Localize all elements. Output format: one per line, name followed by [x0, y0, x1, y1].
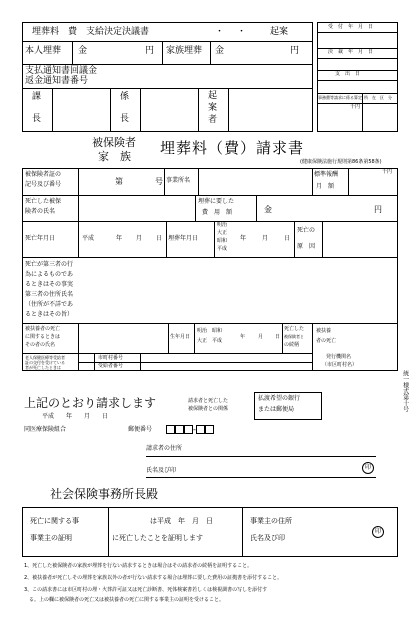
recipient-number-label: 受給者番号 — [98, 363, 124, 369]
drafter-label: 者 — [208, 115, 218, 125]
burial-cost-label: 費 用 額 — [202, 209, 233, 216]
notice-label-2: 返金通知書番号 — [25, 76, 89, 86]
cert-label: 記号及び番号 — [25, 181, 62, 188]
death-month: 月 — [136, 235, 143, 242]
death-era: 平成 — [82, 235, 95, 242]
note-3-cont: る。上の欄に被保険者の死亡又は被扶養者の死亡に関する事業主の証明を受けること。 — [24, 597, 225, 603]
birth-month: 月 — [258, 334, 264, 340]
note-1: 1、死亡した被保険者の家族が埋葬を行ない請求するときは場合はその請求者の続柄を証明すること。 — [24, 563, 253, 569]
burial-day: 日 — [284, 235, 291, 242]
certify-text: に死亡したことを証明します — [112, 534, 203, 542]
death-day: 日 — [156, 235, 163, 242]
decided-date-label: 決 裁 年 月 日 — [328, 49, 374, 55]
section-chief-label: 課 — [32, 92, 42, 102]
staff-label: 係 — [120, 92, 130, 102]
postal-label: 郵便番号 — [128, 426, 153, 433]
dot-separator: ・ — [237, 27, 247, 37]
era-showa: 昭和 — [217, 238, 228, 244]
standard-pay-label: 月 額 — [316, 183, 335, 190]
family-elder-label: 者の死亡 — [316, 338, 337, 344]
death-year: 年 — [116, 235, 123, 242]
family-elder-label: 被扶養 — [316, 328, 332, 334]
employer-seal-icon: 印 — [372, 526, 384, 538]
burial-year: 年 — [240, 235, 247, 242]
claim-statement: 上記のとおり請求します — [24, 396, 157, 410]
era-heisei: 平成 — [217, 246, 228, 252]
issuer-label: （市区町村名） — [322, 362, 358, 368]
received-date-label: 受 付 年 月 日 — [328, 24, 374, 30]
office-title: 社会保険事務所長殿 — [50, 487, 159, 501]
bank-label: 払渡希望の銀行 — [258, 395, 301, 402]
death-date-label: 死亡年月日 — [25, 235, 56, 242]
staff-label: 長 — [120, 114, 130, 124]
employer-address-label: 事業主の住所 — [250, 517, 292, 525]
cert-number: 号 — [155, 177, 163, 186]
third-party-label: 第三者の住所氏名 — [25, 291, 74, 298]
section-chief-label: 長 — [32, 114, 42, 124]
drafter-label: 起 — [208, 91, 218, 101]
postal-code-boxes[interactable]: - — [166, 425, 214, 434]
birth-era-label: 大正 平成 — [197, 338, 223, 344]
name-label: 氏名及び印 — [146, 467, 177, 474]
location-division-label: 所 在 区 分 — [364, 95, 392, 100]
certify-text: は平成 年 月 日 — [150, 517, 213, 525]
burial-month: 月 — [262, 235, 269, 242]
dot-separator: ・ — [215, 27, 225, 37]
note-2: 2、被扶養者が死亡しその埋葬を家族以外の者が行ない請求する場合は埋葬に要した費用の証拠書を添付すること。 — [24, 575, 283, 581]
relation-label: 死亡した — [284, 326, 305, 332]
thousand-yen-label: 千円 — [350, 104, 361, 110]
agent-label: 同医療保険組合 — [24, 426, 67, 433]
gold-label: 金 — [78, 46, 88, 56]
era-taisho: 大正 — [217, 230, 228, 236]
birth-date-label: 生年月日 — [170, 334, 191, 340]
birth-era-label: 明治 昭和 — [197, 328, 223, 334]
issuer-label: 発行機関名 — [326, 354, 352, 360]
standard-pay-label: 標準報酬 — [314, 171, 339, 178]
address-label: 請求者の住所 — [146, 445, 183, 452]
form-title: 埋葬料（費）請求書 — [160, 139, 305, 157]
insured-label: 被保険者 — [92, 136, 136, 149]
era-meiji: 明治 — [217, 222, 228, 228]
relationship-label: 請求者と死亡した — [188, 398, 229, 404]
birth-day: 日 — [275, 334, 281, 340]
family-death-label: に関するときは — [25, 334, 61, 340]
origin-label: 起案 — [270, 27, 289, 37]
office-name-label: 事業所名 — [166, 177, 191, 184]
bank-label: または郵便局 — [258, 406, 295, 413]
drafter-label: 案 — [208, 103, 218, 113]
burial-date-label: 埋葬年月日 — [168, 235, 199, 242]
burial-gold: 金 — [264, 205, 272, 214]
notice-label-1: 支払通知書回議金 — [25, 66, 98, 76]
person-burial-label: 本人埋葬 — [25, 46, 62, 56]
third-party-label: 死亡が第三者の行 — [25, 261, 74, 268]
family-burial-label: 家族埋葬 — [166, 46, 203, 56]
payment-date-label: 支 出 日 — [335, 71, 361, 77]
city-number-label: 市町村番号 — [98, 355, 124, 361]
family-death-label: その者の氏名 — [25, 342, 56, 348]
burial-yen: 円 — [374, 205, 382, 214]
gold-label: 金 — [215, 46, 225, 56]
claim-date: 平成 年 月 日 — [42, 413, 109, 420]
employer-name-label: 氏名及び印 — [250, 534, 285, 542]
elder-label: 者が死亡したときは — [25, 365, 61, 370]
employer-cert-label: 死亡に関する事 — [30, 517, 79, 525]
yen-label: 円 — [290, 46, 300, 56]
burial-cost-label: 埋葬に要した — [198, 198, 235, 205]
claimant-seal-icon: 印 — [362, 462, 374, 474]
note-3: 3、この請求書には市区町村の埋・火葬許可証又は死亡診断書、死体検案書若しくは検視調書の写しを添付す — [24, 587, 268, 593]
ordinance-note: (健康保険法施行規則第86条第58条) — [300, 159, 382, 165]
family-label: 家 族 — [98, 150, 131, 163]
cert-label: 被保険者証の — [25, 171, 62, 178]
cause-label: 原 因 — [297, 243, 316, 250]
third-party-label: るときはその事実 — [25, 281, 74, 288]
birth-year: 年 — [240, 334, 246, 340]
yen-label: 円 — [145, 46, 155, 56]
approval-title: 埋葬料 費 支給決定決議書 — [32, 27, 150, 37]
relationship-label: 被保険者との関係 — [188, 406, 229, 412]
third-party-label: 為によるものであ — [25, 271, 74, 278]
third-party-label: （住所が不詳であ — [25, 301, 74, 308]
third-party-label: るときはその旨） — [25, 311, 74, 318]
office-calc-label: 事務費等請求に係る算定 — [318, 95, 362, 100]
cause-label: 死亡の — [297, 227, 316, 234]
family-death-label: 被扶養者の死亡 — [25, 326, 61, 332]
side-form-number: 統一様式第十号 — [401, 370, 409, 412]
thousand-yen-unit: 千円 — [382, 169, 393, 175]
deceased-label: 死亡した被保 — [25, 198, 62, 205]
cert-symbol: 第 — [115, 177, 123, 186]
relation-label: の続柄 — [284, 342, 300, 348]
elder-label: 証の交付を受けている — [25, 360, 65, 365]
relation-label: 被保険者と — [284, 334, 304, 339]
elder-label: 老人保健医療等受給者 — [25, 355, 65, 360]
deceased-label: 険者の氏名 — [25, 208, 56, 215]
employer-cert-box — [22, 507, 398, 557]
employer-cert-label: 事業主の証明 — [30, 534, 72, 542]
